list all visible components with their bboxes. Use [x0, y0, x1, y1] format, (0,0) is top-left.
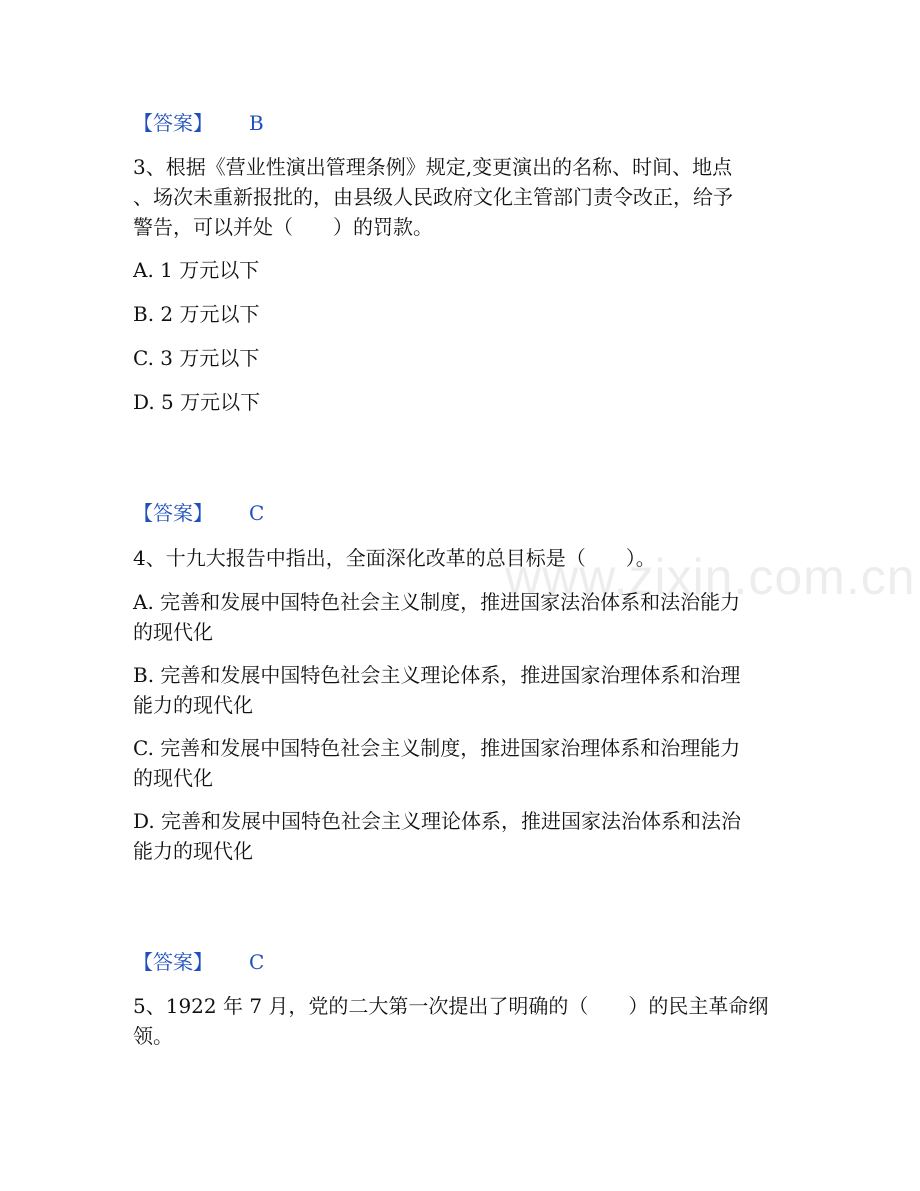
- question-4-option-c-line-2: 的现代化: [133, 766, 213, 790]
- question-4-option-a-line-2: 的现代化: [133, 620, 213, 644]
- answer-label: 【答案】: [133, 950, 213, 974]
- question-4-option-d-line-2: 能力的现代化: [133, 839, 253, 863]
- question-4-option-a-line-1: A. 完善和发展中国特色社会主义制度，推进国家法治体系和法治能力: [133, 590, 741, 614]
- answer-label: 【答案】: [133, 501, 213, 525]
- answer-value: C: [249, 501, 265, 525]
- question-3-option-c: C. 3 万元以下: [133, 346, 260, 370]
- question-4-stem: 4、十九大报告中指出，全面深化改革的总目标是（ ）。: [133, 546, 656, 570]
- question-4-option-d-line-1: D. 完善和发展中国特色社会主义理论体系，推进国家法治体系和法治: [133, 809, 742, 833]
- question-3-stem-line-1: 3、根据《营业性演出管理条例》规定,变更演出的名称、时间、地点: [133, 155, 733, 179]
- question-5-stem-line-1: 5、1922 年 7 月，党的二大第一次提出了明确的（ ）的民主革命纲: [133, 994, 769, 1018]
- answer-row: [133, 947, 264, 977]
- question-4-option-b-line-1: B. 完善和发展中国特色社会主义理论体系，推进国家治理体系和治理: [133, 663, 741, 687]
- answer-row: [133, 498, 264, 528]
- answer-value: B: [249, 111, 264, 135]
- question-4-option-b-line-2: 能力的现代化: [133, 693, 253, 717]
- question-3-option-a: A. 1 万元以下: [133, 258, 260, 282]
- question-4-option-c-line-1: C. 完善和发展中国特色社会主义制度，推进国家治理体系和治理能力: [133, 736, 741, 760]
- answer-label: 【答案】: [133, 111, 213, 135]
- question-3-stem-line-2: 、场次未重新报批的，由县级人民政府文化主管部门责令改正，给予: [133, 185, 733, 209]
- question-3-option-b: B. 2 万元以下: [133, 302, 260, 326]
- answer-value: C: [249, 950, 265, 974]
- answer-row: [133, 108, 264, 138]
- question-3-option-d: D. 5 万元以下: [133, 390, 261, 414]
- watermark: www.zixin.com.cn: [505, 549, 916, 605]
- question-3-stem-line-3: 警告，可以并处（ ）的罚款。: [133, 215, 433, 239]
- question-5-stem-line-2: 领。: [133, 1024, 173, 1048]
